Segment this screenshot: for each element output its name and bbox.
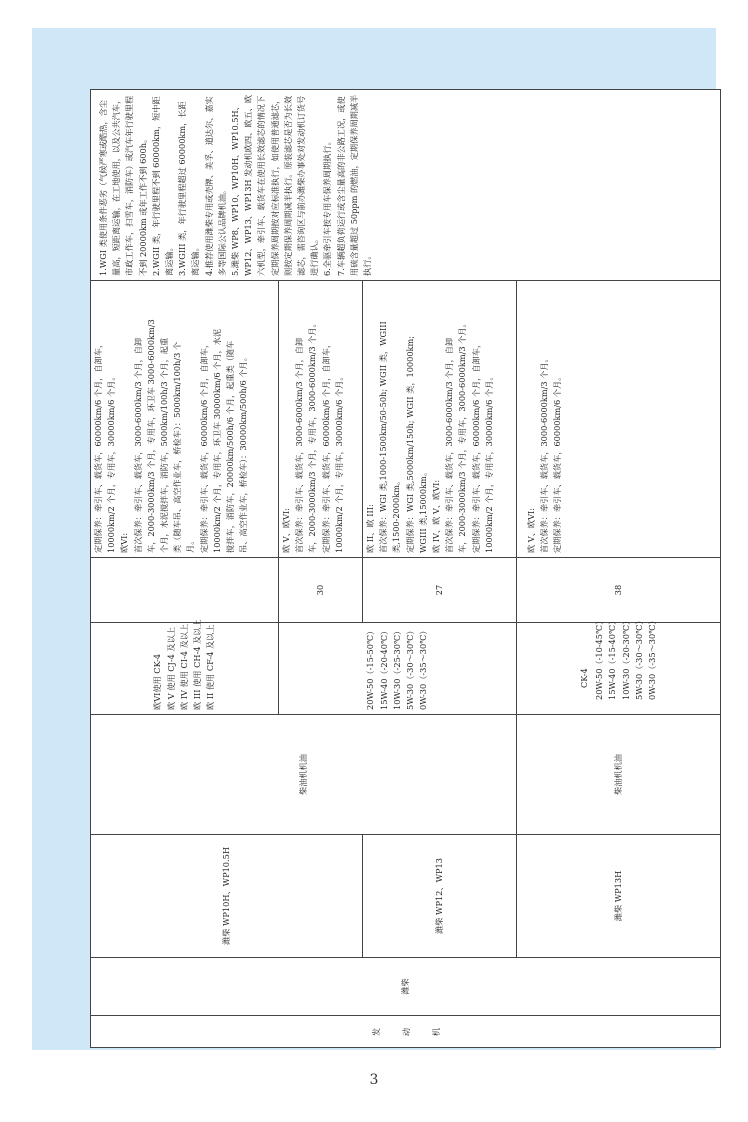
capacity-cell-1b (279, 558, 363, 623)
interval-line: 定期保养：WGI 类,5000km/150h; WGII 类，10000km; (404, 335, 415, 553)
viscosity-cell-1 (279, 623, 517, 715)
viscosity-line: 10W-30（-20-30℃） (620, 616, 631, 700)
model-label: 潍柴 WP12、WP13 (433, 858, 444, 934)
note-line: 3.WGIII 类，年行驶里程超过 60000km，长距离运输。 (177, 101, 201, 276)
model-cell-1 (91, 835, 363, 958)
page-number: 3 (369, 1072, 379, 1088)
note-line: 1.WGI 类使用条件恶劣（气候严寒或酷热，含尘量高，短距离运输，在工地使用，以及公共汽车，市政工作车，扫雪车，消防车）或汽车年行驶里程不到 20000km 或年工作不到 600h。 (98, 95, 148, 276)
viscosity-line: 0W-30（-35～30℃） (418, 626, 429, 710)
brand-cell (91, 958, 721, 1016)
grade-line: 欧 III 使用 CH-4 及以上 (192, 619, 203, 710)
oil-type-cell-3 (517, 715, 721, 835)
rotated-table-container (90, 90, 720, 1048)
grade-cell-1 (91, 619, 279, 715)
note-line: 4.推荐使用潍柴专用或壳牌、美孚、道达尔、嘉实多等国际公认品牌机油。 (203, 96, 227, 276)
note-line: 5.潍柴 WP8、WP10、WP10H、WP10.5H、WP12、WP13、WP13H 发动机欧四、欧五、欧六机型，牵引车、载货车在使用长效滤芯的情况下定期保养周期按对应标准执行，如使用普通滤芯，则按定期保养周期减半执行。原装滤芯是否为长效滤芯，需咨询区与前办潍柴办事处对发动机订货号进行确认。 (230, 94, 320, 276)
interval-line: 类,1500-2000km。 (391, 476, 402, 553)
interval-line: 月。 (185, 536, 196, 553)
capacity-cell-1a (91, 558, 279, 623)
viscosity-line: 20W-50（-15-50℃） (365, 626, 376, 710)
capacity-cell-3 (517, 558, 721, 623)
brand-label: 潍柴 (399, 978, 410, 995)
interval-cell-3 (517, 281, 721, 558)
oil-type-label: 柴油机机油 (297, 754, 308, 795)
note-line: 6.全驱牵引车按专用车保养周期执行。 (322, 137, 333, 276)
maintenance-spec-table (90, 89, 721, 1048)
viscosity-line: 10W-30（-25-30℃） (391, 626, 402, 710)
grade-line: 欧 V 使用 CJ-4 及以上 (165, 627, 176, 710)
capacity-cell-2 (363, 558, 517, 623)
interval-line: 车，2000-3000km/3 个月，专用车，3000-6000km/3 个月。 (307, 319, 318, 553)
interval-line: 欧 V、欧VI: (281, 508, 291, 553)
model-cell-2 (363, 835, 517, 958)
grade-line: 欧 IV 使用 CI-4 及以上 (178, 623, 189, 710)
interval-line: 吊、高空作业车，桥检车）：30000km/500h/6 个月。 (238, 353, 249, 553)
viscosity-line: 15W-40（-20-40℃） (378, 626, 389, 710)
interval-line: 10000km/2 个月，专用车，30000km/6 个月。 (333, 372, 344, 553)
interval-line: 搅拌车，消防车，20000km/500h/6 个月，起重类（随车 (225, 340, 236, 553)
viscosity-line: 5W-30（-30～30℃） (405, 626, 416, 710)
interval-line: 车，2000-3000km/3 个月，专用车，3000-6000km/3 个月。 (457, 319, 468, 553)
oil-type-cell-1 (91, 715, 517, 835)
interval-line: WGIII 类,15000km。 (417, 467, 428, 553)
interval-line: 定期保养：牵引车、载货车，60000km/6 个月，自卸车， (93, 339, 103, 553)
category-cell (91, 1016, 721, 1048)
interval-line: 欧 V、欧VI: (526, 508, 536, 553)
category-char: 动 (400, 1026, 411, 1037)
viscosity-line: 15W-40（-15-40℃） (607, 616, 618, 700)
interval-line: 欧 IV、欧 V、欧VI: (431, 479, 442, 553)
viscosity-line: 0W-30（-35～30℃） (646, 616, 657, 700)
viscosity-line: 5W-30（-30～30℃） (633, 616, 644, 700)
interval-cell-2 (363, 281, 517, 558)
interval-line: 定期保养：牵引车、载货车，60000km/6 个月。 (552, 372, 563, 553)
category-char: 机 (430, 1026, 441, 1037)
capacity-value: 30 (314, 584, 325, 596)
interval-line: 定期保养：牵引车、载货车，60000km/6 个月，自卸车， (320, 339, 331, 553)
interval-line: 首次保养：牵引车、载货车，3000-6000km/3 个月。 (539, 354, 550, 553)
category-char: 发 (370, 1026, 381, 1037)
model-label: 潍柴 WP13H (612, 870, 623, 922)
note-line: 2.WGII 类，年行驶里程不到 60000km，短中距离运输。 (150, 96, 175, 276)
interval-line: 欧 II、欧 III: (365, 504, 375, 553)
interval-line: 定期保养：牵引车、载货车，60000km/6 个月，自卸车， (198, 339, 209, 553)
viscosity-line: 20W-50（-10-45℃） (594, 616, 605, 700)
grade-line: CK-4 (578, 668, 589, 688)
notes-cell (91, 90, 721, 281)
interval-line: 10000km/2 个月，专用车，环卫车 30000km/6 个月，水泥 (211, 328, 222, 553)
note-line: 7.车辆超负荷运行或含尘量高的非公路工况，或使用硫含量超过 50ppm 的燃油，定期保养周期减半执行。 (335, 94, 373, 276)
capacity-value: 27 (433, 584, 444, 596)
interval-line: 车，2000-3000km/3 个月，专用车，环卫车 3000-6000km/3 (145, 319, 156, 553)
interval-cell-1b (279, 281, 363, 558)
grade-line: 欧VI使用 CK-4 (152, 653, 163, 710)
interval-line: 首次保养：牵引车、载货车，3000-6000km/3 个月，自卸 (444, 337, 455, 553)
interval-line: 类（随车吊、高空作业车，桥检车）：5000km/100h/3 个 (172, 341, 183, 553)
interval-line: 10000km/2 个月，专用车，30000km/6 个月。 (483, 372, 494, 553)
model-cell-3 (517, 835, 721, 958)
oil-type-label: 柴油机机油 (612, 754, 623, 795)
interval-line: 欧VI: (119, 532, 130, 553)
interval-line: 个月，水泥搅拌车，消防车，5000km/100h/3 个月，起重 (159, 337, 170, 553)
interval-line: 首次保养：牵引车、载货车，3000-6000km/3 个月，自卸 (132, 337, 143, 553)
interval-line: 定期保养：牵引车、载货车，60000km/6 个月，自卸车， (470, 339, 481, 553)
interval-cell-1a (91, 281, 279, 558)
interval-line: 首次保养：牵引车、载货车，3000-6000km/3 个月，自卸 (294, 337, 305, 553)
grade-viscosity-cell-3 (517, 616, 721, 715)
model-label: 潍柴 WP10H、WP10.5H (220, 847, 231, 945)
interval-line: 首次保养：WGI 类,1000-1500km/50-50h; WGII 类，WGIII (378, 321, 389, 553)
grade-line: 欧 II 使用 CF-4 及以上 (205, 624, 216, 710)
interval-line: 10000km/2 个月，专用车，30000km/6 个月。 (106, 372, 117, 553)
capacity-value: 38 (612, 584, 623, 596)
